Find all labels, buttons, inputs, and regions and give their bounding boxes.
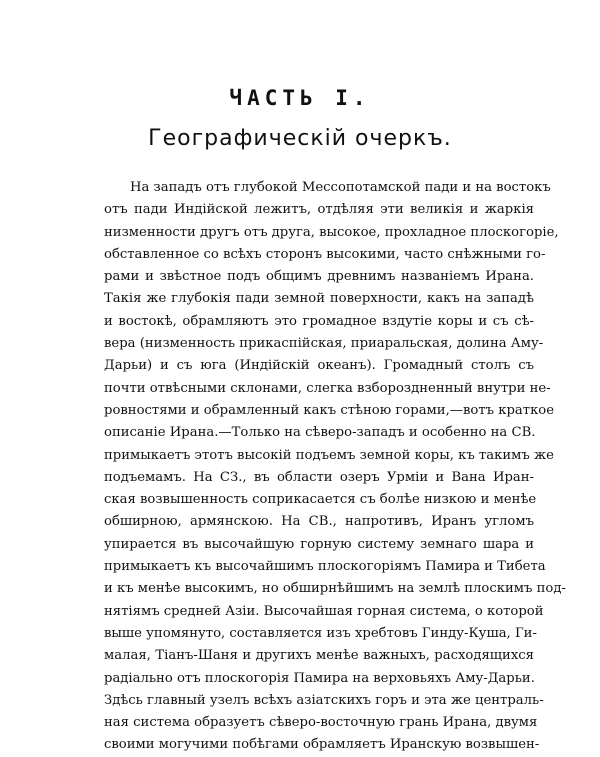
text-line: отъ пади Индійской лежитъ, отдѣляя эти великія и жаркія (104, 202, 534, 218)
text-line: почти отвѣсными склонами, слегка взбороздненный внутри не- (104, 380, 551, 396)
text-line: Здѣсь главный узелъ всѣхъ азіатскихъ горъ и эта же централь- (104, 692, 544, 708)
text-line: низменности другъ отъ друга, высокое, прохладное плоскогоріе, (104, 224, 559, 240)
text-line: примыкаетъ къ высочайшимъ плоскогоріямъ Памира и Тибета (104, 559, 546, 575)
text-line: упирается въ высочайшую горную систему земнаго шара и (104, 536, 534, 552)
text-line: ровностями и обрамленный какъ стѣною горами,—вотъ краткое (104, 402, 555, 418)
chapter-title: Географическій очеркъ. (148, 126, 452, 151)
body-text (104, 177, 566, 757)
text-line: нятіямъ средней Азіи. Высочайшая горная система, о которой (104, 603, 544, 619)
text-line: обширною, армянскою. На СВ., напротивъ, Иранъ угломъ (104, 514, 534, 530)
text-line: и къ менѣе высокимъ, но обширнѣйшимъ на землѣ плоскимъ под- (104, 581, 566, 597)
text-line: ная система образуетъ сѣверо-восточную грань Ирана, двумя (104, 715, 538, 731)
text-line: описаніе Ирана.—Только на сѣверо-западъ и особенно на СВ. (104, 425, 536, 441)
text-line: Дарьи) и съ юга (Индійскій океанъ). Громадный столъ съ (104, 358, 534, 374)
text-line: своими могучими побѣгами обрамляетъ Иранскую возвышен- (104, 737, 540, 753)
text-line: подъемамъ. На СЗ., въ области озеръ Урміи и Вана Иран- (104, 469, 534, 485)
text-line: На западъ отъ глубокой Мессопотамской пади и на востокъ (130, 180, 551, 195)
part-title: ЧАСТЬ I. (229, 86, 371, 110)
text-line: вера (низменность прикаспійская, приаральская, долина Аму- (104, 336, 544, 352)
text-line: выше упомянуто, составляется изъ хребтовъ Гинду-Куша, Ги- (104, 625, 537, 641)
text-line: рами и звѣстное подъ общимъ древнимъ названіемъ Ирана. (104, 269, 534, 285)
text-line: Такія же глубокія пади земной поверхности, какъ на западѣ (104, 291, 534, 307)
text-line: примыкаетъ этотъ высокій подъемъ земной коры, къ такимъ же (104, 447, 554, 463)
text-line: и востокѣ, обрамляютъ это громадное вздутіе коры и съ сѣ- (104, 313, 534, 329)
text-line: малая, Тіанъ-Шаня и другихъ менѣе важныхъ, расходящихся (104, 648, 534, 664)
text-line: радіально отъ плоскогорія Памира на верховьяхъ Аму-Дарьи. (104, 670, 535, 686)
text-line: ская возвышенность соприкасается съ болѣе низкою и менѣе (104, 492, 537, 508)
text-line: обставленное со всѣхъ сторонъ высокими, часто снѣжными го- (104, 246, 546, 262)
